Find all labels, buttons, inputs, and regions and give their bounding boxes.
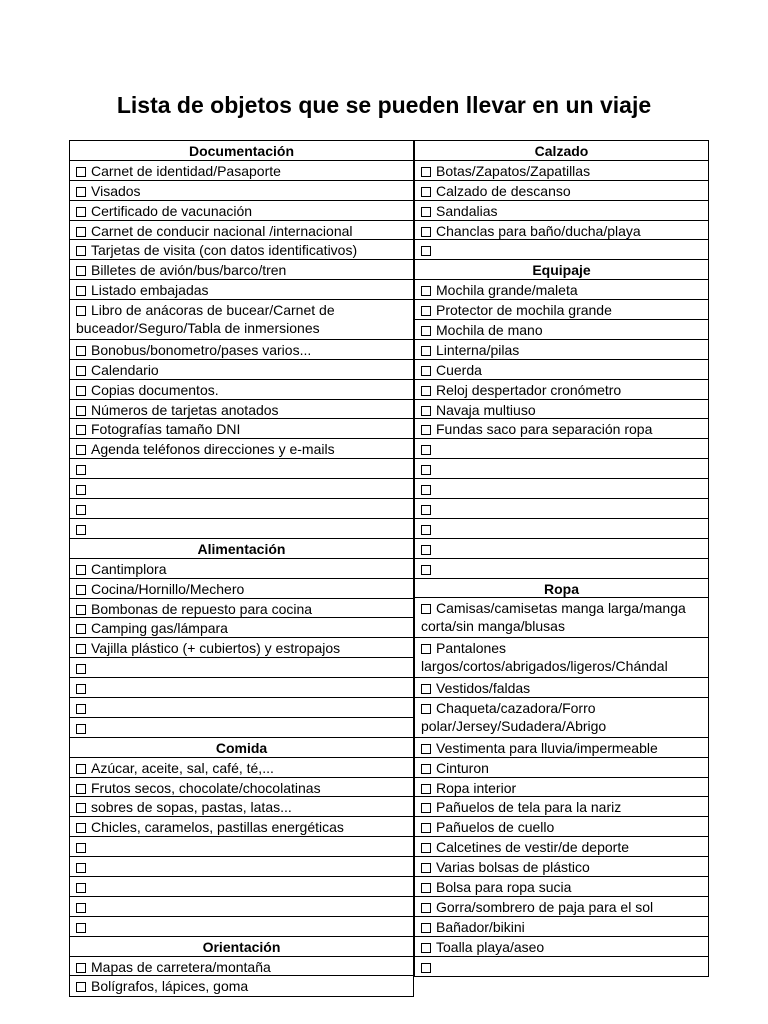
checklist-item (415, 300, 708, 320)
checklist-item-label: Bañador/bikini (436, 918, 525, 935)
checkbox-icon[interactable] (421, 803, 431, 813)
checklist-item-label: Cuerda (436, 361, 482, 378)
checklist-item-label: Bombonas de repuesto para cocina (91, 600, 313, 617)
checklist-item (70, 718, 413, 738)
checklist-item-label: Certificado de vacunación (91, 202, 253, 219)
checklist-item-label: Botas/Zapatos/Zapatillas (436, 162, 591, 179)
checklist-item-label: Vestimenta para lluvia/impermeable (436, 739, 658, 756)
checkbox-icon[interactable] (76, 485, 86, 495)
checkbox-icon[interactable] (76, 664, 86, 674)
checklist-item (70, 579, 413, 599)
checklist-item (415, 161, 708, 181)
section-header: Ropa (415, 579, 708, 599)
checklist-item-label: Linterna/pilas (436, 341, 520, 358)
checklist-item (415, 240, 708, 260)
checklist-item (70, 459, 413, 479)
checkbox-icon[interactable] (421, 207, 431, 217)
checklist-item (70, 559, 413, 579)
checklist-item (415, 459, 708, 479)
checkbox-icon[interactable] (421, 167, 431, 177)
checklist-item (415, 638, 708, 678)
checklist-item-label: Gorra/sombrero de paja para el sol (436, 898, 654, 915)
checklist-item-label: Mochila grande/maleta (436, 282, 578, 299)
checklist-item (415, 419, 708, 439)
checklist-item-label: Cocina/Hornillo/Mechero (91, 580, 245, 597)
checklist-item (70, 976, 413, 996)
checklist-item-label: Cinturon (436, 759, 489, 776)
checklist-item-label: Mapas de carretera/montaña (91, 958, 271, 975)
checklist-item (70, 221, 413, 241)
checkbox-icon[interactable] (76, 982, 86, 992)
checklist-item (415, 778, 708, 798)
checkbox-icon[interactable] (421, 306, 431, 316)
checkbox-icon[interactable] (421, 644, 431, 654)
checklist-item (415, 837, 708, 857)
checklist-item (415, 917, 708, 937)
checklist-item (70, 260, 413, 280)
section-header: Orientación (70, 937, 413, 957)
checkbox-icon[interactable] (421, 465, 431, 475)
checklist-item-label: Carnet de conducir nacional /internacional (91, 222, 353, 239)
checkbox-icon[interactable] (76, 306, 86, 316)
checklist-item-label: Números de tarjetas anotados (91, 401, 279, 418)
checklist-item (415, 598, 708, 638)
checkbox-icon[interactable] (421, 386, 431, 396)
checklist-item-label: Cantimplora (91, 560, 167, 577)
page-title: Lista de objetos que se pueden llevar en un viaje (116, 92, 652, 118)
checklist-item-label: Chanclas para baño/ducha/playa (436, 222, 641, 239)
checkbox-icon[interactable] (76, 624, 86, 634)
checklist-item-label: Navaja multiuso (436, 401, 536, 418)
checklist-item (70, 638, 413, 658)
checklist-item (70, 479, 413, 499)
checkbox-icon[interactable] (76, 167, 86, 177)
checklist-item (70, 917, 413, 937)
checkbox-icon[interactable] (76, 724, 86, 734)
checkbox-icon[interactable] (76, 605, 86, 615)
checkbox-icon[interactable] (421, 227, 431, 237)
checklist-item (70, 758, 413, 778)
checklist-item (415, 957, 708, 977)
checklist-item (70, 817, 413, 837)
checklist-item-label: Agenda teléfonos direcciones y e-mails (91, 441, 335, 458)
checklist-item (70, 698, 413, 718)
checkbox-icon[interactable] (421, 346, 431, 356)
checkbox-icon[interactable] (421, 883, 431, 893)
checklist-item (70, 837, 413, 857)
checklist-item-label: sobres de sopas, pastas, latas... (91, 799, 292, 816)
checklist-item (415, 738, 708, 758)
checkbox-icon[interactable] (76, 207, 86, 217)
checkbox-icon[interactable] (421, 823, 431, 833)
checkbox-icon[interactable] (421, 863, 431, 873)
checklist-item (70, 240, 413, 260)
checkbox-icon[interactable] (76, 525, 86, 535)
checkbox-icon[interactable] (76, 565, 86, 575)
checklist-item (415, 181, 708, 201)
checklist-item (70, 360, 413, 380)
section-header: Calzado (415, 141, 708, 161)
checkbox-icon[interactable] (421, 923, 431, 933)
checklist-item-label: Vestidos/faldas (436, 680, 531, 697)
checkbox-icon[interactable] (421, 684, 431, 694)
checkbox-icon[interactable] (421, 963, 431, 973)
checklist-item (415, 678, 708, 698)
checklist-item (415, 221, 708, 241)
checklist-item-label: Protector de mochila grande (436, 302, 612, 319)
checkbox-icon[interactable] (421, 525, 431, 535)
checklist-item (415, 698, 708, 738)
checklist-item (70, 499, 413, 519)
checklist-item (415, 360, 708, 380)
checklist-item (415, 479, 708, 499)
checklist-item (70, 877, 413, 897)
checkbox-icon[interactable] (76, 585, 86, 595)
checklist-item (70, 181, 413, 201)
checklist-item-label: Vajilla plástico (+ cubiertos) y estropajos (91, 640, 341, 657)
checklist-item (415, 758, 708, 778)
checkbox-icon[interactable] (421, 286, 431, 296)
checkbox-icon[interactable] (76, 963, 86, 973)
checkbox-icon[interactable] (421, 843, 431, 853)
checkbox-icon[interactable] (76, 803, 86, 813)
checklist-item-label: Billetes de avión/bus/barco/tren (91, 262, 287, 279)
checkbox-icon[interactable] (76, 823, 86, 833)
checkbox-icon[interactable] (76, 346, 86, 356)
checkbox-icon[interactable] (421, 604, 431, 614)
checkbox-icon[interactable] (421, 445, 431, 455)
checkbox-icon[interactable] (421, 326, 431, 336)
checkbox-icon[interactable] (76, 445, 86, 455)
checklist-item (415, 937, 708, 957)
checkbox-icon[interactable] (421, 903, 431, 913)
checkbox-icon[interactable] (76, 366, 86, 376)
checklist-item (70, 380, 413, 400)
checklist-item-label: Fundas saco para separación ropa (436, 421, 653, 438)
checkbox-icon[interactable] (421, 565, 431, 575)
checklist-item (70, 439, 413, 459)
checklist-item (415, 897, 708, 917)
checklist-item (70, 201, 413, 221)
checkbox-icon[interactable] (76, 843, 86, 853)
checkbox-icon[interactable] (421, 545, 431, 555)
checklist-item (70, 658, 413, 678)
checklist-item (415, 380, 708, 400)
checkbox-icon[interactable] (76, 644, 86, 654)
checkbox-icon[interactable] (76, 406, 86, 416)
checklist-item-label: Pañuelos de cuello (436, 819, 555, 836)
checkbox-icon[interactable] (76, 883, 86, 893)
section-header: Alimentación (70, 539, 413, 559)
checkbox-icon[interactable] (76, 425, 86, 435)
checklist-item-label: Listado embajadas (91, 282, 209, 299)
checkbox-icon[interactable] (76, 505, 86, 515)
checklist-item (70, 618, 413, 638)
checklist-item-label: Toalla playa/aseo (436, 938, 545, 955)
checkbox-icon[interactable] (76, 266, 86, 276)
checklist-item (70, 340, 413, 360)
checkbox-icon[interactable] (76, 923, 86, 933)
checklist-item-label: Mochila de mano (436, 322, 543, 339)
checklist-item-label: Bolígrafos, lápices, goma (91, 978, 249, 995)
checklist-item-label: Visados (91, 182, 141, 199)
checkbox-icon[interactable] (421, 187, 431, 197)
checklist-item (415, 797, 708, 817)
checkbox-icon[interactable] (76, 764, 86, 774)
left-column (69, 140, 414, 997)
checklist-item (70, 857, 413, 877)
checkbox-icon[interactable] (76, 246, 86, 256)
checklist-item-label: Libro de anácoras de bucear/Carnet de buceador/Seguro/Tabla de inmersiones (76, 302, 335, 337)
right-column (414, 140, 709, 977)
checklist-item-label: Azúcar, aceite, sal, café, té,... (91, 759, 274, 776)
checkbox-icon[interactable] (421, 246, 431, 256)
checklist-item (415, 280, 708, 300)
checkbox-icon[interactable] (76, 227, 86, 237)
checklist-item-label: Camisas/camisetas manga larga/manga corta/sin manga/blusas (421, 600, 686, 635)
checklist-item-label: Copias documentos. (91, 381, 219, 398)
section-header: Documentación (70, 141, 413, 161)
checklist-item (70, 161, 413, 181)
checkbox-icon[interactable] (421, 505, 431, 515)
checklist-item-label: Pañuelos de tela para la nariz (436, 799, 622, 816)
checklist-item-label: Calendario (91, 361, 159, 378)
checkbox-icon[interactable] (421, 366, 431, 376)
checklist-item (415, 439, 708, 459)
checklist-item-label: Calcetines de vestir/de deporte (436, 839, 629, 856)
checklist-item (415, 519, 708, 539)
checklist-item-label: Reloj despertador cronómetro (436, 381, 622, 398)
checklist-item (415, 817, 708, 837)
checkbox-icon[interactable] (421, 406, 431, 416)
checklist-item (415, 559, 708, 579)
checklist-item (415, 539, 708, 559)
checklist-item (70, 519, 413, 539)
checklist-item (70, 419, 413, 439)
checklist-item-label: Pantalones largos/cortos/abrigados/ligeros/Chándal (421, 640, 668, 675)
checklist-item (70, 300, 413, 340)
checkbox-icon[interactable] (76, 386, 86, 396)
checklist-item (70, 897, 413, 917)
checklist-item-label: Bonobus/bonometro/pases varios... (91, 341, 312, 358)
checkbox-icon[interactable] (421, 744, 431, 754)
checkbox-icon[interactable] (76, 286, 86, 296)
checklist-item (415, 201, 708, 221)
checklist-item (70, 400, 413, 420)
checkbox-icon[interactable] (76, 903, 86, 913)
checklist-item (70, 678, 413, 698)
checklist-item-label: Fotografías tamaño DNI (91, 421, 241, 438)
checkbox-icon[interactable] (76, 784, 86, 794)
checkbox-icon[interactable] (76, 704, 86, 714)
section-header: Comida (70, 738, 413, 758)
checkbox-icon[interactable] (76, 863, 86, 873)
checkbox-icon[interactable] (421, 485, 431, 495)
checklist-item-label: Frutos secos, chocolate/chocolatinas (91, 779, 321, 796)
checkbox-icon[interactable] (421, 943, 431, 953)
checkbox-icon[interactable] (421, 764, 431, 774)
checkbox-icon[interactable] (76, 465, 86, 475)
checkbox-icon[interactable] (421, 704, 431, 714)
checklist-item (70, 280, 413, 300)
checklist-item-label: Tarjetas de visita (con datos identificativos) (91, 242, 358, 259)
checkbox-icon[interactable] (76, 684, 86, 694)
checklist-item-label: Camping gas/lámpara (91, 620, 228, 637)
checkbox-icon[interactable] (421, 425, 431, 435)
checklist-item (415, 340, 708, 360)
section-header: Equipaje (415, 260, 708, 280)
checkbox-icon[interactable] (76, 187, 86, 197)
checklist-item (415, 877, 708, 897)
checklist-item-label: Chaqueta/cazadora/Forro polar/Jersey/Sudadera/Abrigo (421, 699, 607, 734)
checklist-item-label: Carnet de identidad/Pasaporte (91, 162, 281, 179)
checklist-item (70, 599, 413, 619)
checklist-item-label: Ropa interior (436, 779, 517, 796)
checklist-item (70, 778, 413, 798)
checklist-item (70, 957, 413, 977)
checklist-item (70, 797, 413, 817)
checklist-item-label: Varias bolsas de plástico (436, 859, 590, 876)
checkbox-icon[interactable] (421, 784, 431, 794)
checklist-item (415, 320, 708, 340)
checklist-item (415, 857, 708, 877)
checklist-item (415, 400, 708, 420)
checklist-item-label: Sandalias (436, 202, 498, 219)
checklist-item-label: Calzado de descanso (436, 182, 571, 199)
checklist-item-label: Bolsa para ropa sucia (436, 879, 572, 895)
checklist-item-label: Chicles, caramelos, pastillas energéticas (91, 819, 344, 836)
checklist-item (415, 499, 708, 519)
